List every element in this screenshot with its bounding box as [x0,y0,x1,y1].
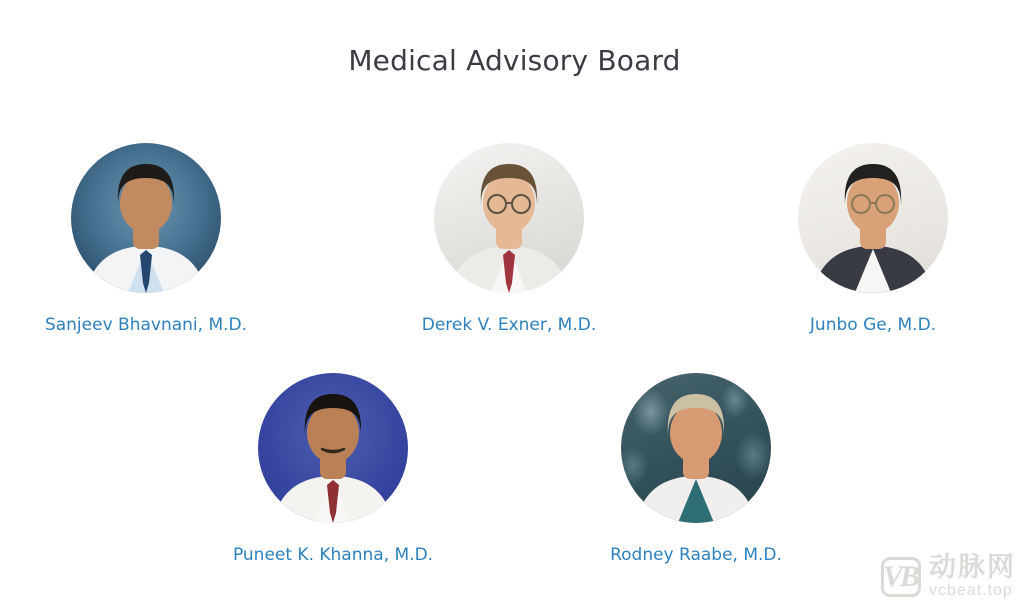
watermark-text [929,554,1016,599]
member-name-link[interactable]: Junbo Ge, M.D. [809,315,937,335]
member-name-link[interactable]: Sanjeev Bhavnani, M.D. [44,315,248,335]
person-portrait-icon [258,373,408,523]
member-card [359,143,659,335]
member-name-link[interactable]: Puneet K. Khanna, M.D. [232,545,434,565]
page-title: Medical Advisory Board [348,44,681,77]
person-portrait-icon [798,143,948,293]
doctor-photo[interactable] [434,143,584,293]
member-name-link[interactable]: Rodney Raabe, M.D. [610,545,782,565]
doctor-photo[interactable] [798,143,948,293]
member-card [0,143,296,335]
member-card [546,373,846,565]
watermark-site-name: 动脉网 [929,552,1016,582]
doctor-photo[interactable] [621,373,771,523]
member-card [723,143,1023,335]
watermark-site-url: vcbeat.top [929,582,1013,599]
person-portrait-icon [71,143,221,293]
doctor-photo[interactable] [258,373,408,523]
person-portrait-icon [434,143,584,293]
doctor-photo[interactable] [71,143,221,293]
member-name-link[interactable]: Derek V. Exner, M.D. [421,315,597,335]
person-portrait-icon [621,373,771,523]
vcbeat-logo-icon: VB [881,557,921,597]
vcbeat-watermark [881,554,1016,599]
member-card [183,373,483,565]
